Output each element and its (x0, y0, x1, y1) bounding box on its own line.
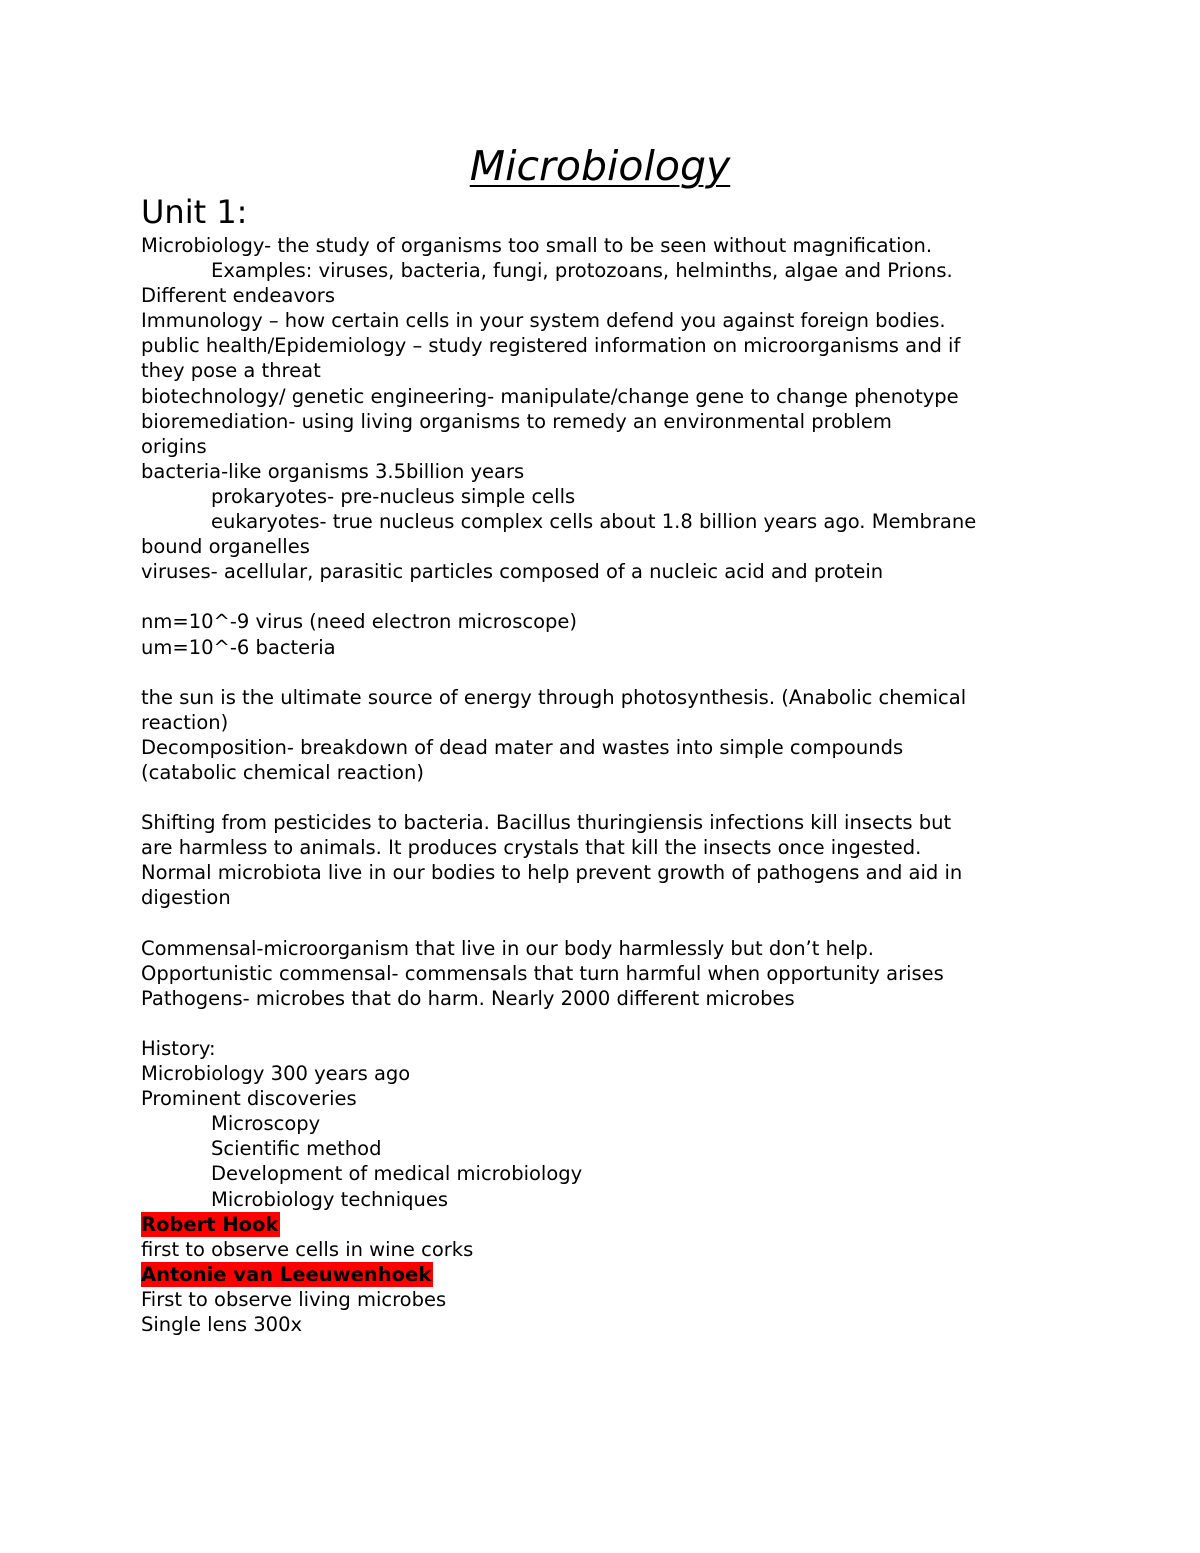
blank-line (141, 1011, 1101, 1036)
section-heading-history: History: (141, 1037, 216, 1060)
list-item: Development of medical microbiology (211, 1162, 583, 1186)
text-line: Pathogens- microbes that do harm. Nearly 2000 different microbes (141, 986, 795, 1010)
text-line: Shifting from pesticides to bacteria. Bacillus thuringiensis infections kill insects but (141, 811, 952, 835)
text-line: Immunology – how certain cells in your system defend you against foreign bodies. (141, 309, 946, 333)
text-line: eukaryotes- true nucleus complex cells about 1.8 billion years ago. Membrane (211, 510, 977, 534)
text-line: viruses- acellular, parasitic particles composed of a nucleic acid and protein (141, 560, 884, 584)
document-body (141, 233, 1101, 1337)
highlighted-name-line (141, 1212, 1101, 1237)
text-line: Different endeavors (141, 284, 335, 308)
blank-line (141, 660, 1101, 685)
text-line: Microbiology- the study of organisms too small to be seen without magnification. (141, 234, 933, 257)
list-item: Scientific method (211, 1137, 382, 1161)
text-line: (catabolic chemical reaction) (141, 760, 424, 784)
highlighted-name-leeuwenhoek: Antonie van Leeuwenhoek (141, 1262, 432, 1286)
text-line: origins (141, 434, 207, 458)
text-line: reaction) (141, 710, 229, 734)
text-line: public health/Epidemiology – study registered information on microorganisms and if (141, 334, 961, 358)
document-title: Microbiology (469, 142, 731, 190)
text-line: nm=10^-9 virus (need electron microscope) (141, 610, 578, 634)
text-line: Opportunistic commensal- commensals that turn harmful when opportunity arises (141, 961, 944, 985)
text-line: Examples: viruses, bacteria, fungi, protozoans, helminths, algae and Prions. (211, 259, 953, 283)
highlighted-name-line (141, 1262, 1101, 1287)
unit-heading: Unit 1: (141, 193, 248, 231)
text-line: bound organelles (141, 535, 310, 559)
text-line: digestion (141, 886, 231, 910)
text-line: first to observe cells in wine corks (141, 1237, 474, 1261)
text-line: Decomposition- breakdown of dead mater and wastes into simple compounds (141, 735, 904, 759)
text-line: Microbiology 300 years ago (141, 1062, 411, 1086)
text-line: Single lens 300x (141, 1313, 303, 1337)
highlighted-name-robert-hook: Robert Hook (141, 1212, 279, 1236)
text-line: bioremediation- using living organisms to remedy an environmental problem (141, 409, 892, 433)
text-line: Commensal-microorganism that live in our body harmlessly but don’t help. (141, 936, 874, 960)
blank-line (141, 584, 1101, 609)
text-line: are harmless to animals. It produces crystals that kill the insects once ingested. (141, 836, 922, 860)
text-line: prokaryotes- pre-nucleus simple cells (211, 484, 576, 508)
text-line: First to observe living microbes (141, 1287, 447, 1311)
text-line: Prominent discoveries (141, 1087, 357, 1111)
list-item: Microscopy (211, 1112, 321, 1136)
text-line: bacteria-like organisms 3.5billion years (141, 459, 525, 483)
text-line: biotechnology/ genetic engineering- manipulate/change gene to change phenotype (141, 384, 959, 408)
blank-line (141, 785, 1101, 810)
text-line: um=10^-6 bacteria (141, 635, 336, 659)
text-line: they pose a threat (141, 359, 321, 383)
list-item: Microbiology techniques (211, 1187, 449, 1211)
blank-line (141, 911, 1101, 936)
text-line: the sun is the ultimate source of energy through photosynthesis. (Anabolic chemical (141, 685, 967, 709)
text-line: Normal microbiota live in our bodies to help prevent growth of pathogens and aid in (141, 861, 963, 885)
